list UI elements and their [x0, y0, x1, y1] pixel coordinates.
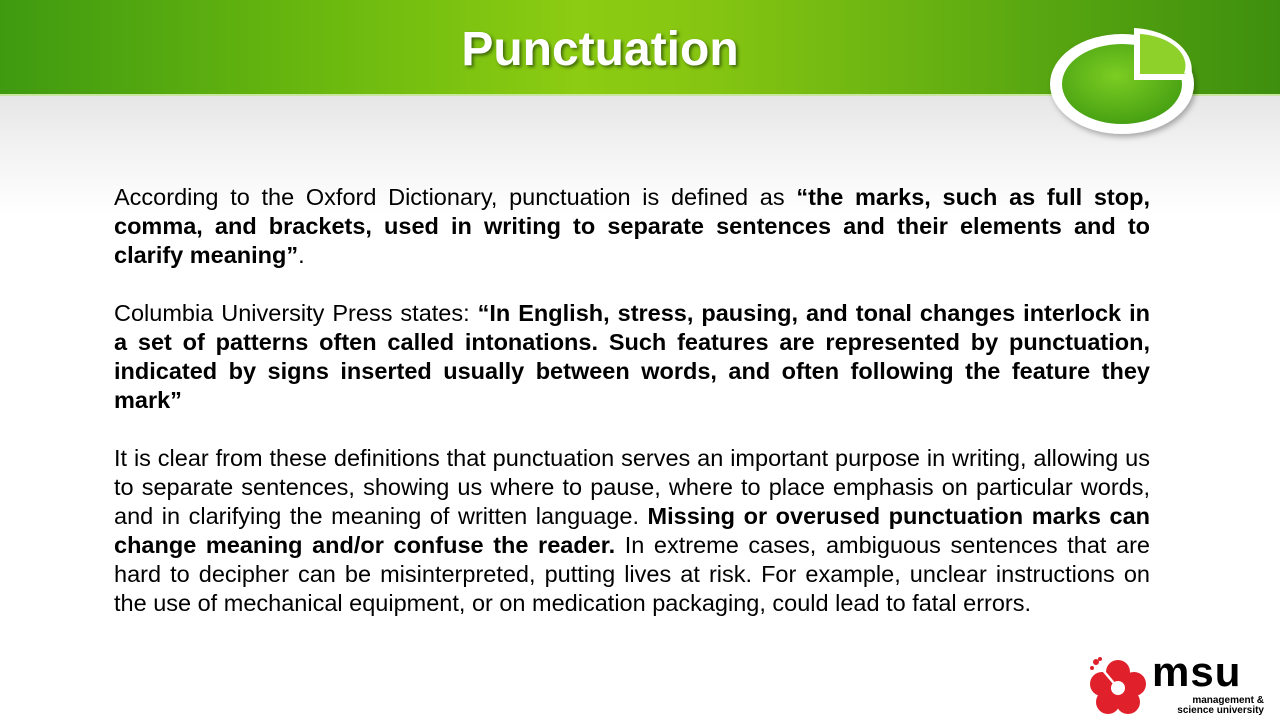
brand-subtitle-line-1: management & — [1192, 695, 1264, 706]
hibiscus-flower-icon — [1086, 656, 1150, 718]
emphasis-warning: Missing or overused punctuation marks can change meaning and/or confuse the reader. — [114, 503, 1150, 558]
slide-title: Punctuation — [461, 23, 739, 76]
paragraph-conclusion — [114, 444, 1150, 618]
paragraph-definition-columbia — [114, 299, 1150, 415]
body-text — [114, 183, 1150, 647]
quote-oxford: “the marks, such as full stop, comma, and brackets, used in writing to separate sentences and their elements and to clarify meaning” — [114, 184, 1150, 268]
text-run: It is clear from these definitions that punctuation serves an important purpose in writing, allowing us to separate sentences, showing us where to pause, where to place emphasis on particular words, and in clarifying the meaning of written language. — [114, 445, 1150, 529]
text-run: According to the Oxford Dictionary, punctuation is defined as — [114, 184, 797, 210]
brand-name: msu — [1152, 648, 1242, 695]
brand-subtitle — [1154, 696, 1264, 716]
quote-columbia: “In English, stress, pausing, and tonal changes interlock in a set of patterns often called intonations. Such features are represented by punctuation, indicated by signs inserted usually between words, and often following the feature they mark” — [114, 300, 1150, 413]
pie-chart-icon — [1040, 18, 1230, 148]
brand-subtitle-line-2: science university — [1177, 705, 1264, 716]
text-run: In extreme cases, ambiguous sentences that are hard to decipher can be misinterpreted, putting lives at risk. For example, unclear instructions on the use of mechanical equipment, or on medication packaging, could lead to fatal errors. — [114, 532, 1150, 616]
msu-logo — [1086, 648, 1266, 718]
text-run: . — [298, 242, 305, 268]
text-run: Columbia University Press states: — [114, 300, 478, 326]
paragraph-definition-oxford — [114, 183, 1150, 270]
